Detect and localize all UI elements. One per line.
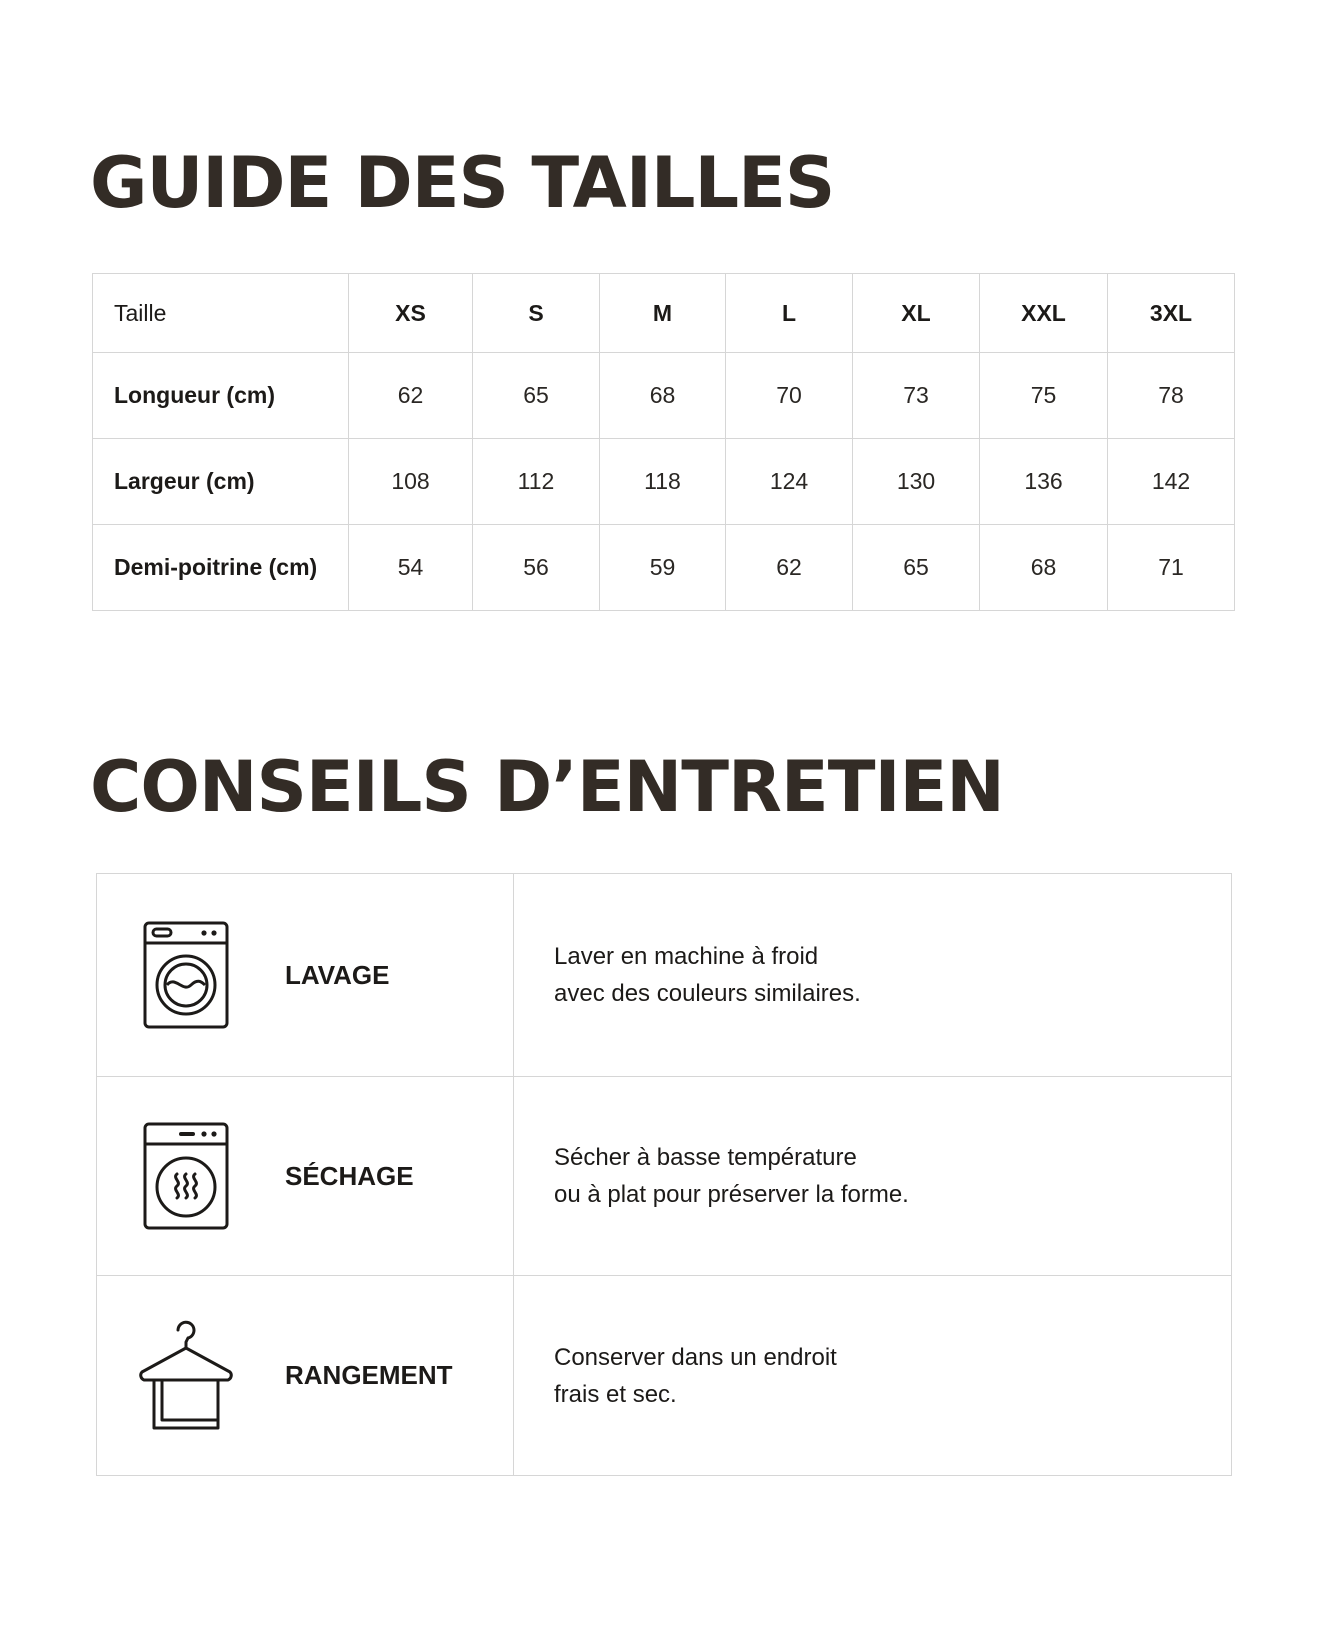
- table-cell: 56: [473, 525, 600, 611]
- table-cell: 78: [1108, 353, 1235, 439]
- table-row: [93, 525, 1235, 611]
- care-description: [514, 1276, 1231, 1475]
- size-table: [92, 273, 1235, 611]
- table-cell: 59: [600, 525, 726, 611]
- size-header-cell: L: [726, 274, 853, 353]
- table-cell: 136: [980, 439, 1108, 525]
- size-header-row: [93, 274, 1235, 353]
- size-header-cell: XXL: [980, 274, 1108, 353]
- care-row-header: [97, 1276, 514, 1475]
- table-cell: 75: [980, 353, 1108, 439]
- care-description-line: Conserver dans un endroit: [554, 1343, 837, 1371]
- care-row-header: [97, 874, 514, 1076]
- dryer-icon: [131, 1120, 241, 1232]
- care-row-drying: [97, 1076, 1231, 1275]
- table-cell: 130: [853, 439, 980, 525]
- care-label: SÉCHAGE: [285, 1160, 414, 1191]
- care-row-washing: [97, 874, 1231, 1076]
- care-label: RANGEMENT: [285, 1360, 453, 1390]
- table-cell: 62: [726, 525, 853, 611]
- care-description: [514, 874, 1231, 1076]
- care-description-line: frais et sec.: [554, 1380, 677, 1408]
- care-description-line: Laver en machine à froid: [554, 943, 819, 970]
- care-row-storage: [97, 1275, 1231, 1475]
- care-row-header: [97, 1077, 514, 1275]
- table-cell: 62: [349, 353, 473, 439]
- size-guide-title: GUIDE DES TAILLES: [90, 142, 835, 224]
- size-header-label: Taille: [93, 274, 349, 353]
- table-cell: 70: [726, 353, 853, 439]
- table-cell: 68: [600, 353, 726, 439]
- size-header-cell: S: [473, 274, 600, 353]
- table-cell: 112: [473, 439, 600, 525]
- table-row: [93, 439, 1235, 525]
- table-cell: 71: [1108, 525, 1235, 611]
- care-description-line: ou à plat pour préserver la forme.: [554, 1181, 909, 1208]
- table-cell: 118: [600, 439, 726, 525]
- table-cell: 108: [349, 439, 473, 525]
- size-header-cell: XS: [349, 274, 473, 353]
- hanger-icon: [131, 1316, 241, 1436]
- care-description-line: Sécher à basse température: [554, 1144, 857, 1171]
- size-header-cell: XL: [853, 274, 980, 353]
- table-cell: 65: [853, 525, 980, 611]
- table-cell: 73: [853, 353, 980, 439]
- table-cell: 54: [349, 525, 473, 611]
- table-cell: 142: [1108, 439, 1235, 525]
- care-table: [96, 873, 1232, 1476]
- table-cell: 124: [726, 439, 853, 525]
- row-label: Longueur (cm): [93, 353, 349, 439]
- washing-machine-icon: [131, 919, 241, 1031]
- size-header-cell: M: [600, 274, 726, 353]
- row-label: Demi-poitrine (cm): [93, 525, 349, 611]
- table-cell: 68: [980, 525, 1108, 611]
- table-row: [93, 353, 1235, 439]
- care-title: CONSEILS D’ENTRETIEN: [90, 746, 1004, 828]
- size-header-cell: 3XL: [1108, 274, 1235, 353]
- care-description: [514, 1077, 1231, 1275]
- row-label: Largeur (cm): [93, 439, 349, 525]
- table-cell: 65: [473, 353, 600, 439]
- care-label: LAVAGE: [285, 959, 390, 990]
- care-description-line: avec des couleurs similaires.: [554, 980, 861, 1007]
